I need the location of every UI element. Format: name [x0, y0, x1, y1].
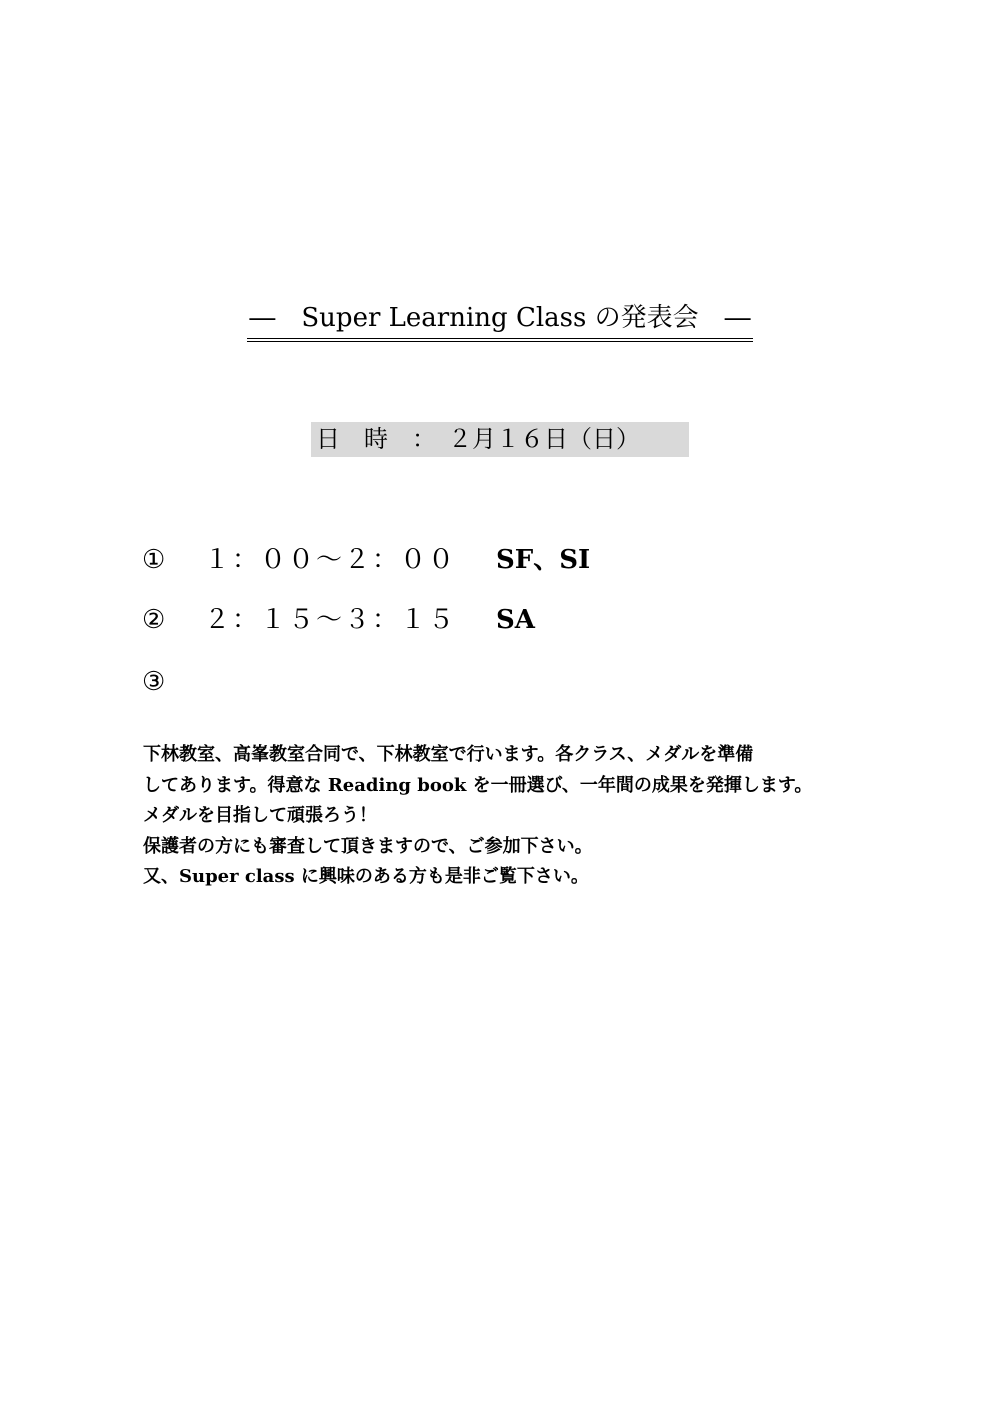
- description-line: 保護者の方にも審査して頂きますので、ご参加下さい。: [143, 835, 593, 857]
- session-2: [142, 600, 535, 640]
- document-title: ― Super Learning Class の発表会 ―: [247, 300, 752, 342]
- description-line: 下林教室、高峯教室合同で、下林教室で行います。各クラス、メダルを準備: [143, 744, 754, 765]
- session-3: [142, 662, 166, 702]
- description: [143, 740, 863, 893]
- session-1: [142, 540, 591, 580]
- session-number: ①: [142, 545, 166, 575]
- description-line: メダルを目指して頑張ろう！: [143, 805, 377, 826]
- session-number: ③: [142, 667, 166, 697]
- session-classes: SA: [496, 605, 535, 635]
- document-title-container: [0, 300, 1000, 342]
- description-line: してあります。得意な Reading book を一冊選び、一年間の成果を発揮します。: [143, 774, 813, 796]
- session-classes: SF、SI: [496, 545, 591, 575]
- description-line: 又、Super class に興味のある方も是非ご覧下さい。: [143, 866, 589, 887]
- event-date: 日 時 ： ２月１６日（日）: [316, 425, 640, 453]
- session-time: １：００～２：００: [204, 545, 457, 575]
- session-number: ②: [142, 605, 166, 635]
- session-time: ２：１５～３：１５: [204, 605, 457, 635]
